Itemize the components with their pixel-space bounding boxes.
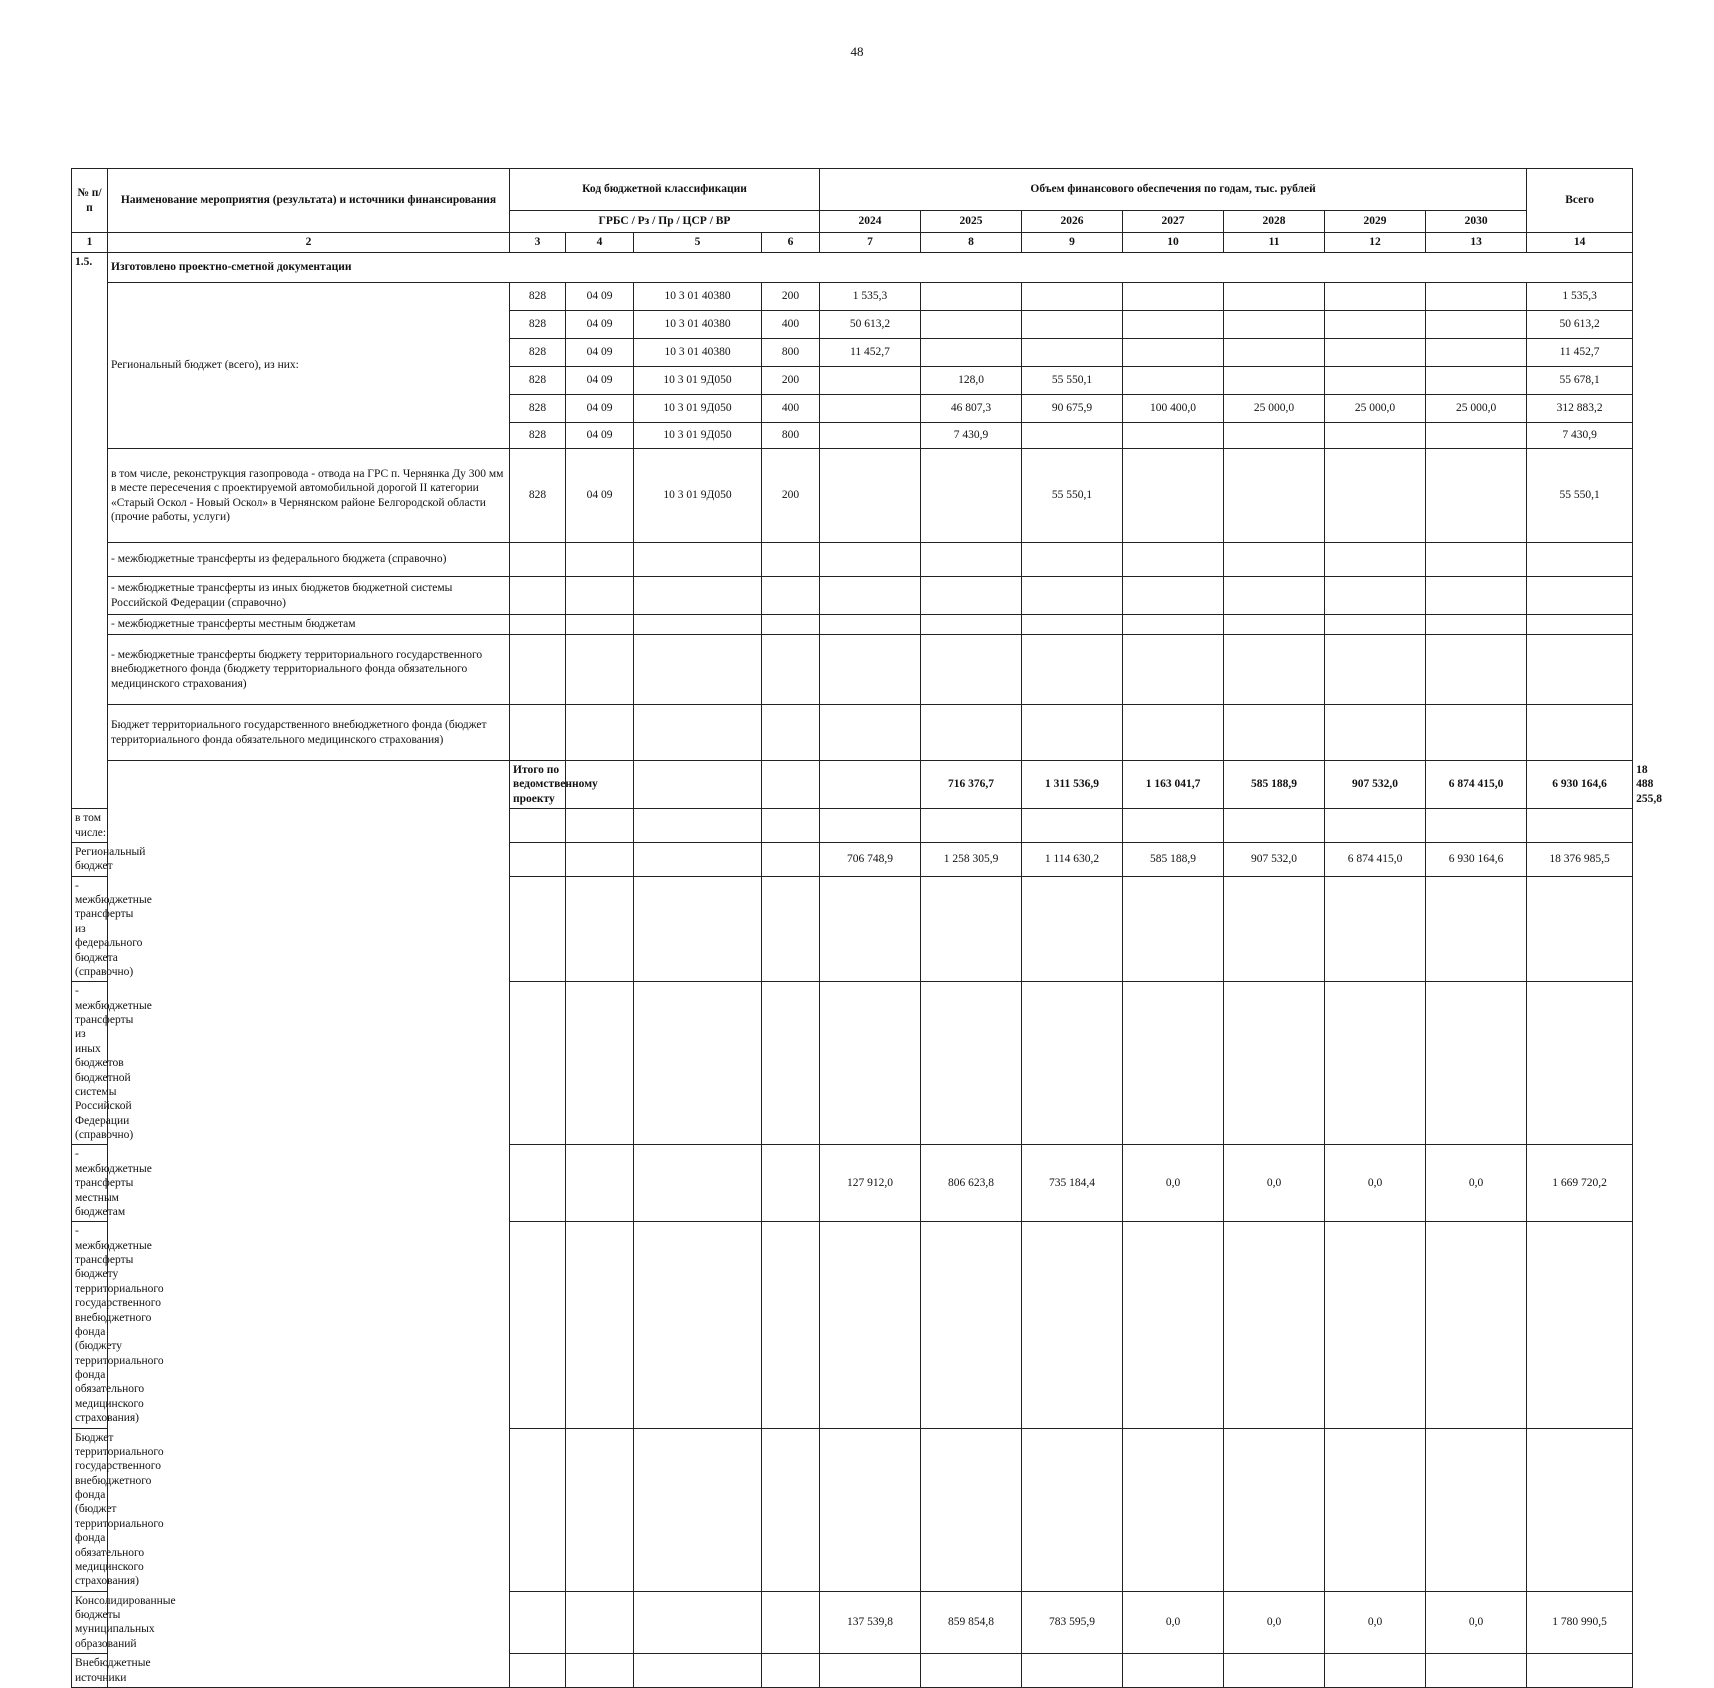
header-no: № п/п: [72, 169, 108, 233]
cell-2026: [1022, 283, 1123, 311]
cell-vr: 200: [762, 449, 820, 543]
cell-2028: [1224, 367, 1325, 395]
cell-2026: 55 550,1: [1022, 367, 1123, 395]
cell-total: 50 613,2: [1527, 311, 1633, 339]
header-name: Наименование мероприятия (результата) и источники финансирования: [108, 169, 510, 233]
cell-vr: 200: [762, 367, 820, 395]
row-label: - межбюджетные трансферты местным бюджетам: [72, 1145, 108, 1222]
cell-2026: 1 114 630,2: [1022, 842, 1123, 876]
header-year: 2028: [1224, 211, 1325, 233]
table-row: [72, 543, 1633, 577]
cell-grbs: 828: [510, 395, 566, 423]
row-label: Региональный бюджет: [72, 842, 108, 876]
cell-2025: 859 854,8: [921, 1591, 1022, 1654]
section-number: 1.5.: [72, 253, 108, 809]
cell-grbs: 828: [510, 423, 566, 449]
including-label: в том числе:: [72, 809, 108, 843]
total-2030: 6 930 164,6: [1527, 761, 1633, 809]
cell-2028: 907 532,0: [1224, 842, 1325, 876]
cell-2028: 25 000,0: [1224, 395, 1325, 423]
cell-2030: [1426, 449, 1527, 543]
cell-total: 1 535,3: [1527, 283, 1633, 311]
cell-rz: 04 09: [566, 449, 634, 543]
cell-rz: 04 09: [566, 311, 634, 339]
column-number: 6: [762, 233, 820, 253]
header-code: Код бюджетной классификации: [510, 169, 820, 211]
cell-2029: 6 874 415,0: [1325, 842, 1426, 876]
cell-2026: 90 675,9: [1022, 395, 1123, 423]
row-label: Консолидированные бюджеты муниципальных образований: [72, 1591, 108, 1654]
cell-csr: 10 3 01 9Д050: [634, 449, 762, 543]
cell-2024: [820, 367, 921, 395]
cell-2024: 127 912,0: [820, 1145, 921, 1222]
cell-2024: 1 535,3: [820, 283, 921, 311]
cell-rz: 04 09: [566, 339, 634, 367]
total-2024: 716 376,7: [921, 761, 1022, 809]
cell-2029: 0,0: [1325, 1591, 1426, 1654]
section-title: Изготовлено проектно-сметной документации: [108, 253, 1633, 283]
header-year: 2025: [921, 211, 1022, 233]
cell-2025: 806 623,8: [921, 1145, 1022, 1222]
cell-2030: [1426, 283, 1527, 311]
cell-2024: 137 539,8: [820, 1591, 921, 1654]
column-number: 1: [72, 233, 108, 253]
cell-csr: 10 3 01 9Д050: [634, 367, 762, 395]
cell-2027: 0,0: [1123, 1591, 1224, 1654]
cell-2025: [921, 449, 1022, 543]
header-year: 2030: [1426, 211, 1527, 233]
table-row: [72, 449, 1633, 543]
header-year: 2027: [1123, 211, 1224, 233]
cell-2027: [1123, 311, 1224, 339]
cell-2030: [1426, 423, 1527, 449]
cell-rz: 04 09: [566, 423, 634, 449]
cell-2029: [1325, 367, 1426, 395]
cell-2030: [1426, 367, 1527, 395]
table-row: [72, 705, 1633, 761]
cell-rz: 04 09: [566, 395, 634, 423]
cell-2027: [1123, 283, 1224, 311]
cell-2027: 0,0: [1123, 1145, 1224, 1222]
table-row: [72, 283, 1633, 311]
cell-grbs: 828: [510, 283, 566, 311]
column-number: 4: [566, 233, 634, 253]
total-2026: 1 163 041,7: [1123, 761, 1224, 809]
row-label: Бюджет территориального государственного внебюджетного фонда (бюджет территориального фонда обязательного медицинского страхования): [72, 1428, 108, 1591]
header-volume: Объем финансового обеспечения по годам, тыс. рублей: [820, 169, 1527, 211]
regional-budget-label: Региональный бюджет (всего), из них:: [108, 283, 510, 449]
section-title-row: [72, 253, 1633, 283]
cell-2027: 100 400,0: [1123, 395, 1224, 423]
cell-2029: 25 000,0: [1325, 395, 1426, 423]
header-year: 2024: [820, 211, 921, 233]
row-label: - межбюджетные трансферты бюджету территориального государственного внебюджетного фонда (бюджету территориального фонда обязательного медицинского страхования): [72, 1222, 108, 1428]
cell-2025: 1 258 305,9: [921, 842, 1022, 876]
cell-2024: 706 748,9: [820, 842, 921, 876]
cell-2026: 55 550,1: [1022, 449, 1123, 543]
row-label: - межбюджетные трансферты из федерального бюджета (справочно): [108, 543, 510, 577]
cell-vr: 200: [762, 283, 820, 311]
cell-2028: [1224, 311, 1325, 339]
cell-2024: 50 613,2: [820, 311, 921, 339]
row-label: Бюджет территориального государственного внебюджетного фонда (бюджет территориального фонда обязательного медицинского страхования): [108, 705, 510, 761]
column-number: 2: [108, 233, 510, 253]
total-2027: 585 188,9: [1224, 761, 1325, 809]
cell-grbs: 828: [510, 339, 566, 367]
cell-2028: [1224, 423, 1325, 449]
cell-2029: [1325, 283, 1426, 311]
cell-vr: 400: [762, 311, 820, 339]
cell-total: 55 550,1: [1527, 449, 1633, 543]
cell-2025: [921, 311, 1022, 339]
cell-2028: 0,0: [1224, 1591, 1325, 1654]
cell-2030: 6 930 164,6: [1426, 842, 1527, 876]
column-number: 8: [921, 233, 1022, 253]
cell-2025: 128,0: [921, 367, 1022, 395]
column-number: 13: [1426, 233, 1527, 253]
table-row: [72, 615, 1633, 635]
cell-2026: 735 184,4: [1022, 1145, 1123, 1222]
cell-csr: 10 3 01 9Д050: [634, 395, 762, 423]
total-2028: 907 532,0: [1325, 761, 1426, 809]
cell-total: 1 780 990,5: [1527, 1591, 1633, 1654]
cell-total: 11 452,7: [1527, 339, 1633, 367]
cell-total: 312 883,2: [1527, 395, 1633, 423]
row-label: - межбюджетные трансферты бюджету территориального государственного внебюджетного фонда (бюджету территориального фонда обязательного медицинского страхования): [108, 635, 510, 705]
cell-rz: 04 09: [566, 367, 634, 395]
header-year: 2026: [1022, 211, 1123, 233]
row-label: - межбюджетные трансферты местным бюджетам: [108, 615, 510, 635]
cell-2030: [1426, 311, 1527, 339]
column-number: 11: [1224, 233, 1325, 253]
header-total: Всего: [1527, 169, 1633, 233]
row-label: - межбюджетные трансферты из федерального бюджета (справочно): [72, 876, 108, 982]
cell-2029: 0,0: [1325, 1145, 1426, 1222]
row-label: Внебюджетные источники: [72, 1654, 108, 1688]
cell-csr: 10 3 01 40380: [634, 311, 762, 339]
cell-2026: 783 595,9: [1022, 1591, 1123, 1654]
cell-2027: [1123, 367, 1224, 395]
total-2029: 6 874 415,0: [1426, 761, 1527, 809]
cell-csr: 10 3 01 40380: [634, 283, 762, 311]
cell-2028: 0,0: [1224, 1145, 1325, 1222]
cell-2029: [1325, 449, 1426, 543]
cell-csr: 10 3 01 9Д050: [634, 423, 762, 449]
cell-2029: [1325, 423, 1426, 449]
totals-label: Итого по ведомственному проекту: [510, 761, 566, 809]
cell-2028: [1224, 449, 1325, 543]
cell-2030: [1426, 339, 1527, 367]
cell-vr: 400: [762, 395, 820, 423]
cell-2027: 585 188,9: [1123, 842, 1224, 876]
cell-2029: [1325, 311, 1426, 339]
column-number-row: [72, 233, 1633, 253]
cell-2027: [1123, 339, 1224, 367]
cell-vr: 800: [762, 339, 820, 367]
cell-2028: [1224, 283, 1325, 311]
cell-grbs: 828: [510, 311, 566, 339]
row-label: - межбюджетные трансферты из иных бюджетов бюджетной системы Российской Федерации (справочно): [108, 577, 510, 615]
totals-row: Итого по ведомственному проекту 716 376,7 1 311 536,9 1 163 041,7 585 188,9 907 532,0 6 874 415,0 6 930 164,6 18 488 255,8: [72, 761, 1633, 809]
column-number: 14: [1527, 233, 1633, 253]
cell-2025: 7 430,9: [921, 423, 1022, 449]
cell-csr: 10 3 01 40380: [634, 339, 762, 367]
cell-2024: [820, 423, 921, 449]
reconstruction-name: в том числе, реконструкция газопровода - отвода на ГРС п. Чернянка Ду 300 мм в месте пересечения с проектируемой автомобильной дорогой II категории «Старый Оскол - Новый Оскол» в Чернянском районе Белгородской области (прочие работы, услуги): [108, 449, 510, 543]
cell-2028: [1224, 339, 1325, 367]
cell-2024: 11 452,7: [820, 339, 921, 367]
cell-2030: 0,0: [1426, 1591, 1527, 1654]
column-number: 12: [1325, 233, 1426, 253]
cell-2026: [1022, 311, 1123, 339]
budget-table: [71, 168, 1662, 1688]
header-code-sub: ГРБС / Рз / Пр / ЦСР / ВР: [510, 211, 820, 233]
column-number: 7: [820, 233, 921, 253]
page-number: 48: [850, 44, 864, 59]
cell-vr: 800: [762, 423, 820, 449]
column-number: 10: [1123, 233, 1224, 253]
cell-rz: 04 09: [566, 283, 634, 311]
cell-total: 55 678,1: [1527, 367, 1633, 395]
cell-total: 1 669 720,2: [1527, 1145, 1633, 1222]
cell-2026: [1022, 423, 1123, 449]
cell-total: 7 430,9: [1527, 423, 1633, 449]
cell-grbs: 828: [510, 449, 566, 543]
cell-2029: [1325, 339, 1426, 367]
column-number: 9: [1022, 233, 1123, 253]
cell-2025: [921, 339, 1022, 367]
header-year: 2029: [1325, 211, 1426, 233]
cell-total: 18 376 985,5: [1527, 842, 1633, 876]
column-number: 5: [634, 233, 762, 253]
cell-2025: [921, 283, 1022, 311]
cell-2025: 46 807,3: [921, 395, 1022, 423]
cell-2024: [820, 449, 921, 543]
column-number: 3: [510, 233, 566, 253]
cell-2030: 0,0: [1426, 1145, 1527, 1222]
total-2025: 1 311 536,9: [1022, 761, 1123, 809]
table-row: [72, 577, 1633, 615]
cell-2027: [1123, 449, 1224, 543]
table-row: [72, 635, 1633, 705]
row-label: - межбюджетные трансферты из иных бюджетов бюджетной системы Российской Федерации (справочно): [72, 982, 108, 1145]
cell-2027: [1123, 423, 1224, 449]
cell-2026: [1022, 339, 1123, 367]
cell-grbs: 828: [510, 367, 566, 395]
cell-2024: [820, 395, 921, 423]
cell-2030: 25 000,0: [1426, 395, 1527, 423]
